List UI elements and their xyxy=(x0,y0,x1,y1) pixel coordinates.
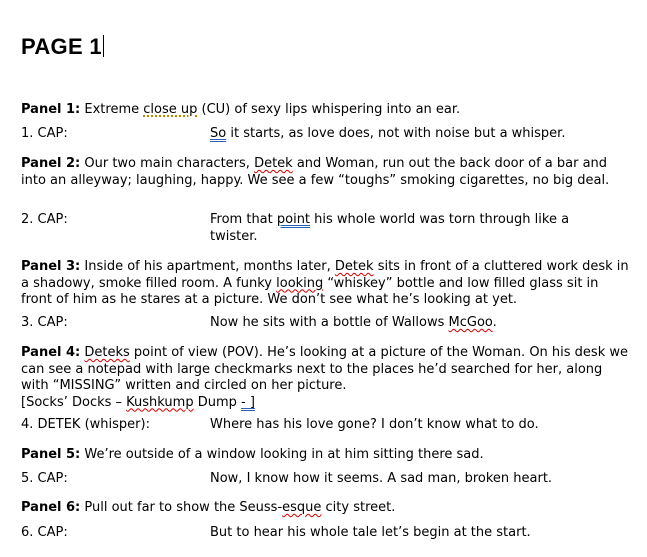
speaker: 6. CAP: xyxy=(21,525,68,540)
dialogue-line: From that point his whole world was torn through like a twister. xyxy=(210,212,570,244)
panel-6-description: Panel 6: Pull out far to show the Seuss-esque city street. xyxy=(21,500,396,515)
page-title: PAGE 1 xyxy=(21,34,102,59)
speaker: 5. CAP: xyxy=(21,471,68,486)
spelling-flag[interactable]: Deteks xyxy=(84,345,130,360)
speaker: 1. CAP: xyxy=(21,126,68,141)
panel-label: Panel 3: xyxy=(21,259,81,274)
panel-label: Panel 6: xyxy=(21,500,81,515)
panel-label: Panel 5: xyxy=(21,447,81,462)
panel-label: Panel 2: xyxy=(21,156,81,171)
panel-label: Panel 4: xyxy=(21,345,81,360)
spelling-flag[interactable]: looking xyxy=(276,275,324,291)
dialogue-line: But to hear his whole tale let’s begin at the start. xyxy=(210,525,531,540)
dialogue-line: Now he sits with a bottle of Wallows McGoo. xyxy=(210,315,497,330)
spelling-flag[interactable]: esque xyxy=(282,500,322,515)
panel-4-description: Panel 4: Deteks point of view (POV). He’s looking at a picture of the Woman. On his desk we can see a notepad with large checkmarks next to the places he’d searched for her, along with “MISSING” written and circled on her picture. [Socks’ Docks – Kushkump Dump - ] xyxy=(21,345,628,410)
grammar-flag[interactable]: point xyxy=(276,212,311,227)
spelling-flag[interactable]: McGoo xyxy=(448,315,493,330)
spelling-flag[interactable]: Kushkump xyxy=(126,394,194,410)
location-note: [Socks’ Docks – Kushkump Dump - ] xyxy=(21,394,255,410)
panel-1-description: Panel 1: Extreme close up (CU) of sexy lips whispering into an ear. xyxy=(21,102,461,117)
speaker: 3. CAP: xyxy=(21,315,68,330)
panel-2-description: Panel 2: Our two main characters, Detek and Woman, run out the back door of a bar and into an alleyway; laughing, happy. We see a few “toughs” smoking cigarettes, no big deal. xyxy=(21,156,610,188)
dialogue-line: So it starts, as love does, not with noise but a whisper. xyxy=(210,126,566,141)
dialogue-line: Now, I know how it seems. A sad man, broken heart. xyxy=(210,471,553,486)
speaker: 2. CAP: xyxy=(21,212,68,227)
grammar-flag[interactable]: close up xyxy=(143,102,198,117)
panel-3-description: Panel 3: Inside of his apartment, months later, Detek sits in front of a cluttered work desk in a shadowy, smoke filled room. A funky looking “whiskey” bottle and low filled glass sit in front of him as he stares at a picture. We don’t see what he’s looking at yet. xyxy=(21,259,629,307)
grammar-flag[interactable]: So xyxy=(210,126,227,141)
panel-label: Panel 1: xyxy=(21,102,81,117)
speaker: 4. DETEK (whisper): xyxy=(21,417,150,432)
spelling-flag[interactable]: Detek xyxy=(254,156,293,171)
grammar-flag[interactable]: - ] xyxy=(241,394,255,410)
text-cursor xyxy=(103,35,104,57)
panel-5-description: Panel 5: We’re outside of a window looking in at him sitting there sad. xyxy=(21,447,484,462)
spelling-flag[interactable]: Detek xyxy=(334,259,374,274)
dialogue-line: Where has his love gone? I don’t know what to do. xyxy=(210,417,539,432)
